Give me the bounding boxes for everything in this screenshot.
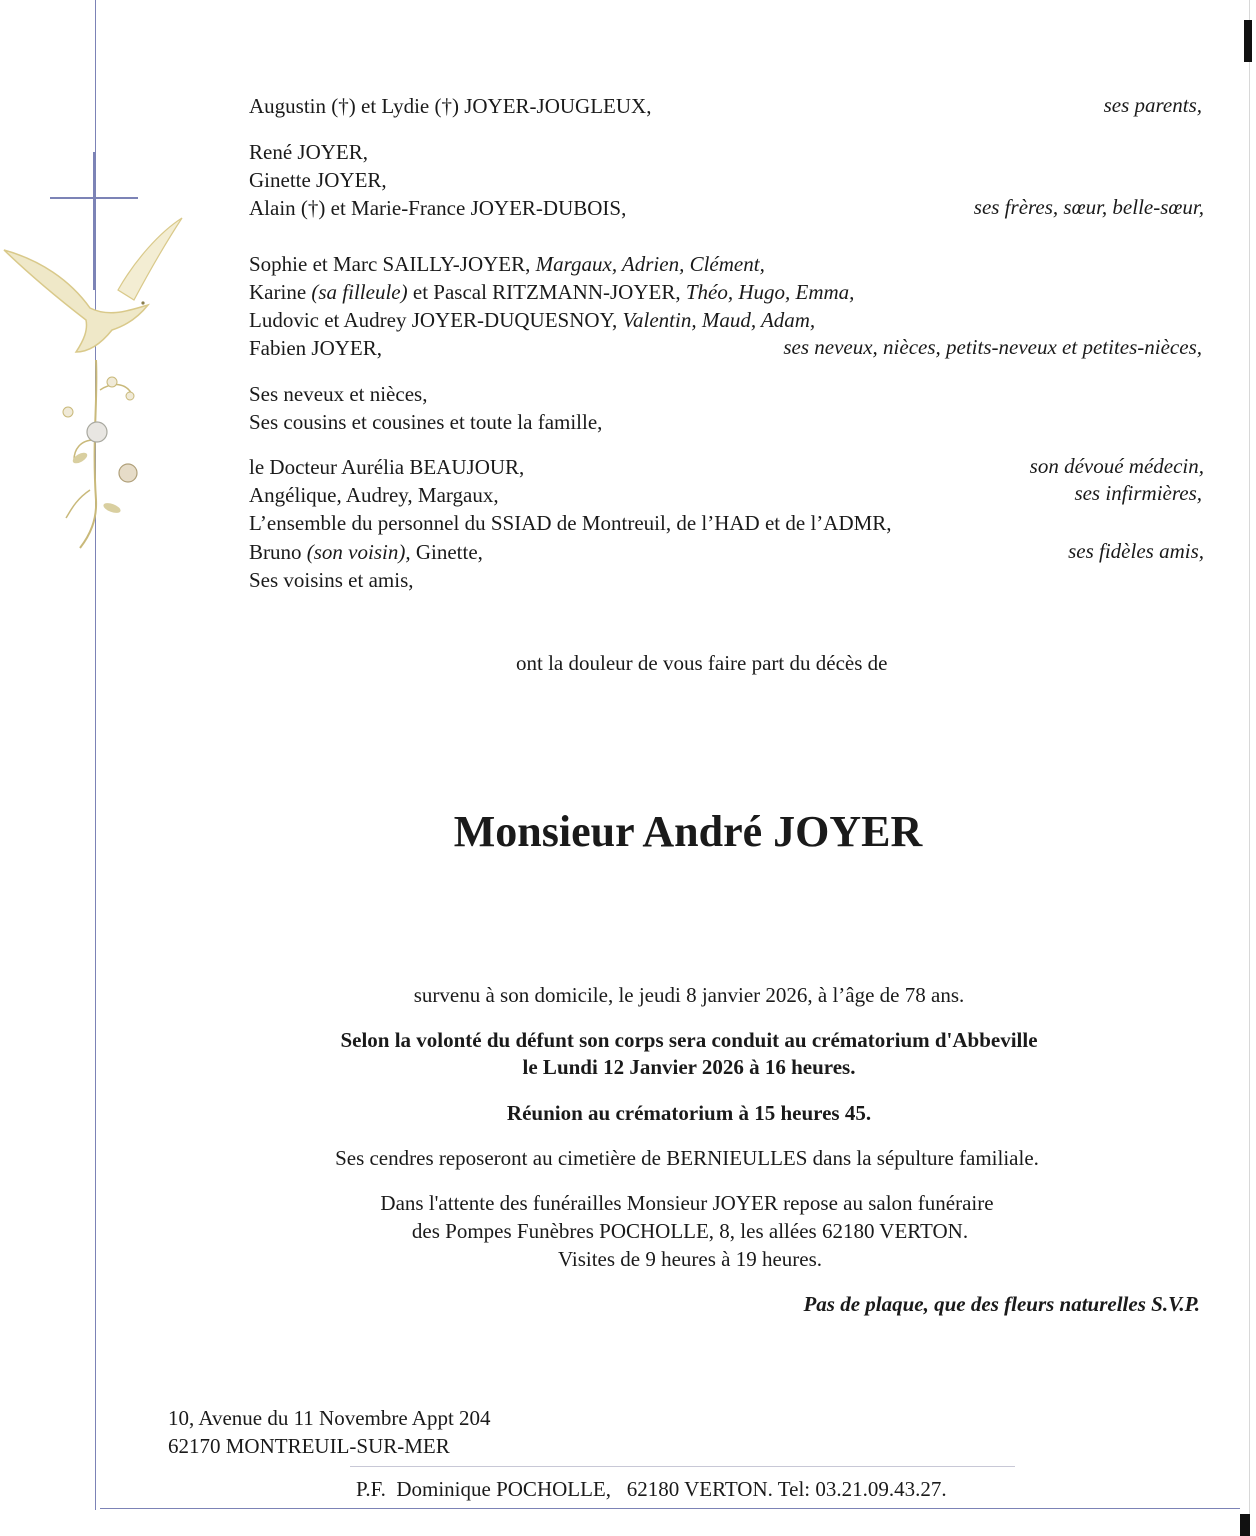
frame-right-edge xyxy=(1249,0,1250,1536)
nephew-line xyxy=(249,250,765,278)
sibling-line: René JOYER, xyxy=(249,140,368,164)
parents-line: Augustin (†) et Lydie (†) JOYER-JOUGLEUX, xyxy=(249,94,652,118)
sibling-line: Ginette JOYER, xyxy=(249,168,387,192)
doctor-line: le Docteur Aurélia BEAUJOUR, xyxy=(249,455,525,479)
friend-name: Ginette, xyxy=(415,540,483,564)
viewing-line: Dans l'attente des funérailles Monsieur JOYER repose au salon funéraire xyxy=(380,1191,994,1215)
nephew-names: Ludovic et Audrey JOYER-DUQUESNOY, xyxy=(249,308,618,332)
ornament xyxy=(0,140,190,560)
ashes-line: Ses cendres reposeront au cimetière de BERNIEULLES dans la sépulture familiale. xyxy=(335,1146,1039,1170)
visiting-hours: Visites de 9 heures à 19 heures. xyxy=(557,1247,823,1271)
cremation-line: Selon la volonté du défunt son corps sera conduit au crématorium d'Abbeville xyxy=(340,1028,1038,1052)
scan-edge-mark xyxy=(1244,20,1252,62)
nephew-names: Sophie et Marc SAILLY-JOYER, xyxy=(249,252,531,276)
friend-note: (son voisin), xyxy=(306,540,411,564)
scan-corner-mark xyxy=(1240,1514,1250,1536)
neighbours-line: Ses voisins et amis, xyxy=(249,568,414,592)
announcement: ont la douleur de vous faire part du décès de xyxy=(516,651,888,675)
nurses-relation: ses infirmières, xyxy=(1074,481,1202,505)
others-line: Ses cousins et cousines et toute la famille, xyxy=(249,410,603,434)
siblings-relation: ses frères, sœur, belle-sœur, xyxy=(973,195,1204,219)
sibling-line: Alain (†) et Marie-France JOYER-DUBOIS, xyxy=(249,196,627,220)
nephew-name: Karine xyxy=(249,280,307,304)
address-line: 10, Avenue du 11 Novembre Appt 204 xyxy=(168,1406,491,1430)
nephew-note: (sa filleule) xyxy=(311,280,408,304)
nephew-children: Margaux, Adrien, Clément, xyxy=(535,252,765,276)
funeral-home-footer: P.F. Dominique POCHOLLE, 62180 VERTON. Tel: 03.21.09.43.27. xyxy=(356,1477,947,1501)
nephew-line: Fabien JOYER, xyxy=(249,336,382,360)
meeting-line: Réunion au crématorium à 15 heures 45. xyxy=(506,1101,872,1125)
nephews-relation: ses neveux, nièces, petits-neveux et petites-nièces, xyxy=(783,335,1202,359)
friends-relation: ses fidèles amis, xyxy=(1068,539,1204,563)
footer-rule xyxy=(350,1466,1015,1467)
nurses-line: Angélique, Audrey, Margaux, xyxy=(249,483,499,507)
friend-name: Bruno xyxy=(249,540,302,564)
flowers-note: Pas de plaque, que des fleurs naturelles S.V.P. xyxy=(803,1292,1200,1316)
deceased-name: Monsieur André JOYER xyxy=(453,807,923,856)
address-line: 62170 MONTREUIL-SUR-MER xyxy=(168,1434,450,1458)
frame-bottom-line xyxy=(100,1508,1240,1509)
cremation-date: le Lundi 12 Janvier 2026 à 16 heures. xyxy=(522,1055,856,1079)
nephew-line xyxy=(249,306,815,334)
nephew-line xyxy=(249,278,854,306)
parents-relation: ses parents, xyxy=(1103,93,1202,117)
nephew-children: Valentin, Maud, Adam, xyxy=(622,308,816,332)
nephew-children: Théo, Hugo, Emma, xyxy=(685,280,855,304)
staff-line: L’ensemble du personnel du SSIAD de Montreuil, de l’HAD et de l’ADMR, xyxy=(249,511,892,535)
others-line: Ses neveux et nièces, xyxy=(249,382,428,406)
friends-line xyxy=(249,538,483,566)
viewing-line: des Pompes Funèbres POCHOLLE, 8, les allées 62180 VERTON. xyxy=(411,1219,969,1243)
nephew-names: et Pascal RITZMANN-JOYER, xyxy=(412,280,681,304)
cross-icon xyxy=(50,152,138,290)
death-details: survenu à son domicile, le jeudi 8 janvier 2026, à l’âge de 78 ans. xyxy=(413,983,965,1007)
flower-icon xyxy=(63,360,137,548)
doctor-relation: son dévoué médecin, xyxy=(1029,454,1204,478)
